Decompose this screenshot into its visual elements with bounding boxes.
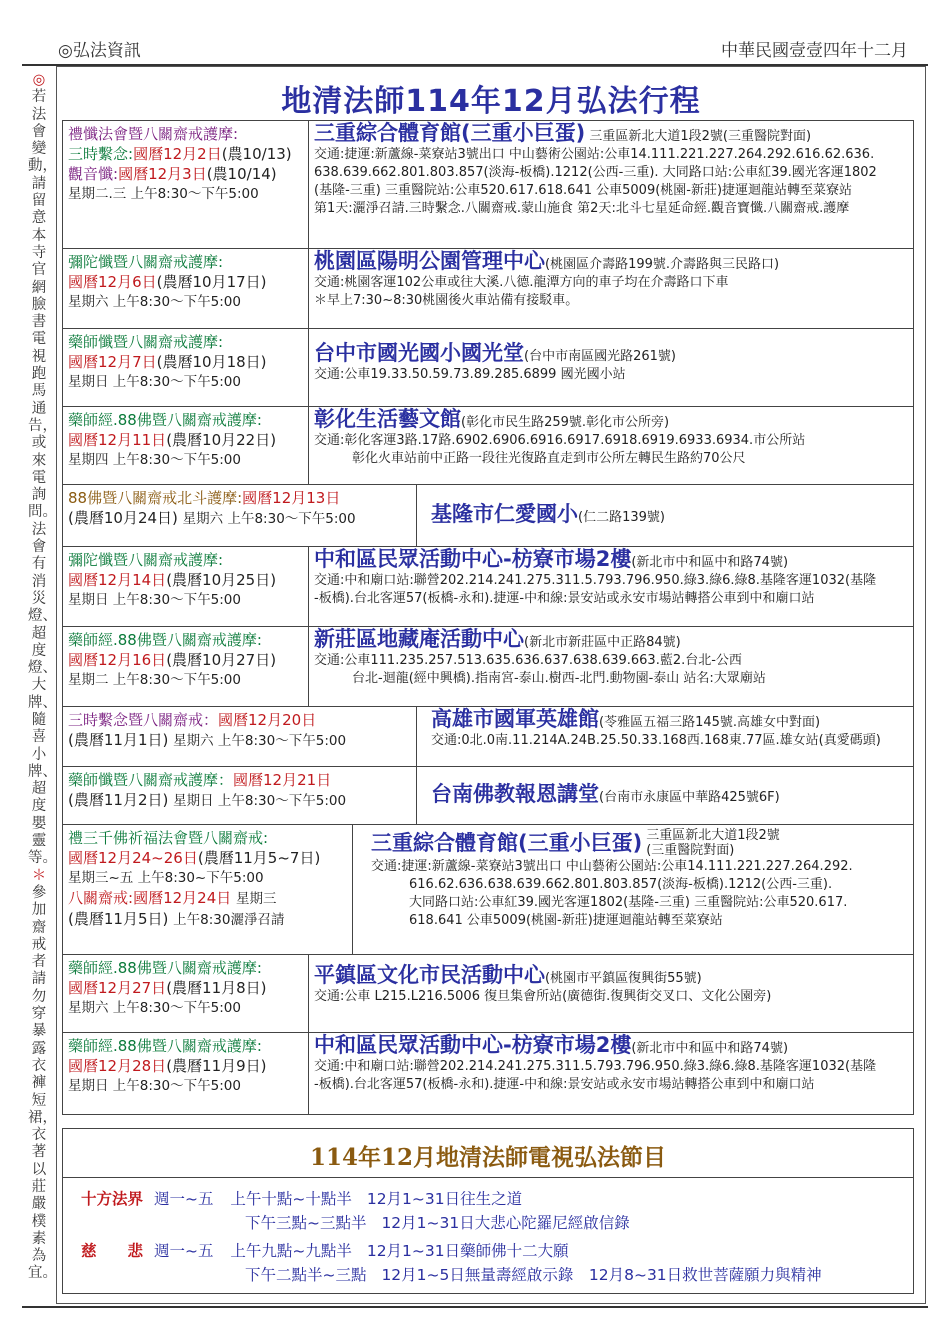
event-time: 星期二 上午8:30～下午5:00 <box>68 672 241 688</box>
sidebar-char: 穿 <box>31 1006 47 1023</box>
venue-name: 台中市國光國小國光堂 <box>314 341 524 365</box>
sidebar-char: 。 <box>42 1265 57 1282</box>
schedule-table-e <box>62 824 914 955</box>
detail-line: 616.62.636.638.639.662.801.803.857(淡海-板橋).1212(公西-三重). <box>409 877 833 892</box>
tv-time: 上午十點~十點半 <box>230 1190 352 1208</box>
sidebar-char: 本 <box>31 227 47 244</box>
tv-time: 上午九點~九點半 <box>230 1242 352 1260</box>
sidebar-char: 消 <box>31 573 47 590</box>
venue-address: 三重區新北大道1段2號(三重醫院對面) <box>589 129 812 144</box>
tv-program: 12月1~31日藥師佛十二大願 <box>366 1242 569 1260</box>
detail-line: 618.641 公車5009(桃園-新莊)捷運迴龍站轉至菜寮站 <box>409 913 723 928</box>
venue-address: (新北市新莊區中正路84號) <box>524 635 681 650</box>
sidebar-char: 為 <box>31 1248 47 1265</box>
event-date: 國曆12月28日 <box>68 1057 167 1075</box>
tv-title: 114年12月地清法師電視弘法節目 <box>309 1144 667 1171</box>
venue-name: 中和區民眾活動中心-枋寮市場2樓 <box>314 1033 632 1057</box>
header-left: ◎弘法資訊 <box>58 41 141 61</box>
sidebar-char: 超 <box>31 625 47 642</box>
venue-address: (台中市南區國光路261號) <box>524 349 676 364</box>
event-time: 星期日 上午8:30～下午5:00 <box>68 592 241 608</box>
sidebar-char: 牌 <box>28 763 43 780</box>
event-row <box>63 547 914 627</box>
sidebar-char: 變 <box>31 141 47 158</box>
event-time: 星期二.三 上午8:30～下午5:00 <box>68 186 259 202</box>
event-venue-cell <box>309 249 914 329</box>
event-lunar: (農曆11月8日) <box>166 979 267 997</box>
sidebar-char: 視 <box>31 348 47 365</box>
schedule-table <box>62 120 914 485</box>
sidebar-char: ， <box>42 158 57 175</box>
sidebar-char: 若 <box>31 89 47 106</box>
sidebar-char: 度 <box>31 642 47 659</box>
event-row <box>63 825 914 955</box>
event-date: 國曆12月16日 <box>68 651 167 669</box>
detail-line: 大同路口站:公車紅39.國光客運1802(基隆-三重) 三重醫院站:公車520.617. <box>409 895 848 910</box>
event-lunar: (農曆11月1日) <box>68 731 169 749</box>
sidebar-char: 樸 <box>31 1213 47 1230</box>
tv-days: 週一~五 <box>153 1242 214 1260</box>
sidebar-char: 宜 <box>28 1265 43 1282</box>
footer-divider <box>22 1306 928 1308</box>
event-name: 藥師經.88佛暨八關齋戒護摩: <box>68 631 262 649</box>
event-info <box>63 955 309 1033</box>
event-row <box>63 1033 914 1115</box>
sidebar-char: 隨 <box>31 711 47 728</box>
tv-divider <box>63 1177 913 1178</box>
event-row <box>63 707 914 767</box>
event-time: 星期日 上午8:30～下午5:00 <box>68 1078 241 1094</box>
sidebar-char: 衣 <box>31 1057 47 1074</box>
detail-line: 交通:公車111.235.257.513.635.636.637.638.639.663.藍2.台北-公西 <box>314 653 742 668</box>
sidebar-char: 、 <box>42 608 57 625</box>
venue-name: 桃園區陽明公園管理中心 <box>314 249 545 273</box>
sidebar-char: 燈 <box>28 660 43 677</box>
venue-name: 平鎮區文化市民活動中心 <box>314 963 545 987</box>
venue-address: (桃園市平鎮區復興街55號) <box>545 971 702 986</box>
event-lunar: (農曆11月2日) <box>68 791 169 809</box>
sidebar-char: 莊 <box>31 1179 47 1195</box>
tv-time: 下午三點~三點半 <box>245 1214 367 1232</box>
event-name: 禮懺法會暨八關齋戒護摩: <box>68 125 239 143</box>
event-name: 藥師經.88佛暨八關齋戒護摩: <box>68 959 262 977</box>
event-time: 星期日 上午8:30～下午5:00 <box>68 374 241 390</box>
sidebar-char: 超 <box>31 781 47 798</box>
event-date: 國曆12月21日 <box>233 771 332 789</box>
event-info <box>63 485 417 547</box>
event-date-line: 觀音懺:國曆12月3日(農10/14) <box>68 165 277 183</box>
sidebar-char: 留 <box>31 193 47 210</box>
tv-program: 12月1~31日往生之道 <box>366 1190 523 1208</box>
sidebar-char: 衣 <box>31 1127 47 1144</box>
sidebar-char: 寺 <box>31 244 47 261</box>
sidebar-char: 請 <box>31 175 47 192</box>
sidebar-char: 勿 <box>31 988 47 1005</box>
event-venue-cell <box>417 485 914 547</box>
event-lunar: (農曆10月22日) <box>166 431 277 449</box>
event-row <box>63 407 914 485</box>
detail-line: 交通:公車 L215.L216.5006 復旦集會所站(廣德街.復興街交叉口、文化公園旁) <box>314 989 772 1004</box>
sidebar-char: 嬰 <box>31 815 47 832</box>
event-date: 國曆12月14日 <box>68 571 167 589</box>
sidebar-char: 燈 <box>28 608 43 625</box>
event-venue-cell <box>417 707 914 767</box>
sidebar-char: 大 <box>31 677 47 694</box>
detail-line: 台北-迴龍(經中興橋).指南宮-泰山.樹西-北門.動物園-泰山 站名:大眾廟站 <box>352 671 766 686</box>
schedule-table-d <box>62 706 914 825</box>
event-time: 星期四 上午8:30～下午5:00 <box>68 452 241 468</box>
venue-name: 新莊區地藏庵活動中心 <box>314 627 524 651</box>
event-lunar: (農曆11月5~7日) <box>197 849 321 867</box>
detail-line: 交通:0北.0南.11.214A.24B.25.50.33.168西.168東.77區.雄女站(真愛碼頭) <box>431 733 881 748</box>
event-info <box>63 547 309 627</box>
event-lunar: (農曆11月9日) <box>166 1057 267 1075</box>
tv-days: 週一~五 <box>153 1190 214 1208</box>
sidebar-char: 網 <box>31 279 47 296</box>
event-name: 彌陀懺暨八關齋戒護摩: <box>68 551 224 569</box>
sidebar-char: ， <box>42 417 57 434</box>
sidebar-char: 露 <box>31 1040 47 1057</box>
event-name: 彌陀懺暨八關齋戒護摩: <box>68 253 224 271</box>
tv-row <box>245 1211 630 1233</box>
venue-name: 高雄市國軍英雄館 <box>431 707 599 731</box>
event-subweekday: 星期三 <box>236 891 277 907</box>
sidebar-char: 法 <box>31 106 47 123</box>
sidebar-char: 以 <box>31 1161 47 1178</box>
event-venue-cell <box>353 825 914 955</box>
event-sublunar: (農曆11月5日) <box>68 910 169 928</box>
detail-line: (基隆-三重) 三重醫院站:公車520.617.618.641 公車5009(桃園-新莊)捷運迴龍站轉至菜寮站 <box>314 183 853 198</box>
sidebar-char: 意 <box>31 210 47 227</box>
tv-channel: 慈 悲 <box>81 1242 144 1260</box>
sidebar-char: 、 <box>42 763 57 780</box>
event-time: 星期日 上午8:30～下午5:00 <box>173 793 347 809</box>
sidebar-char: 者 <box>31 954 47 971</box>
event-name: 藥師懺暨八關齋戒護摩： <box>68 771 234 789</box>
sidebar-char: 靈 <box>31 833 47 850</box>
event-time: 星期六 上午8:30～下午5:00 <box>68 294 241 310</box>
header-right: 中華民國壹壹四年十二月 <box>721 41 908 61</box>
event-info <box>63 627 309 707</box>
event-time: 星期六 上午8:30～下午5:00 <box>182 511 356 527</box>
sidebar-char: 跑 <box>31 366 47 383</box>
schedule-table-c <box>62 546 914 707</box>
event-subtime: 上午8:30灑淨召請 <box>173 912 285 928</box>
sidebar-char: 暴 <box>31 1023 47 1040</box>
venue-address: (新北市中和區中和路74號) <box>631 555 789 570</box>
sidebar-char: 電 <box>31 331 47 348</box>
event-date: 國曆12月6日 <box>68 273 157 291</box>
venue-address: 三重區新北大道1段2號 (三重醫院對面) <box>646 828 780 858</box>
event-venue-cell <box>309 627 914 707</box>
venue-name: 三重綜合體育館(三重小巨蛋) <box>314 121 586 145</box>
venue-address: (仁二路139號) <box>578 509 665 525</box>
event-subname: 八關齋戒: <box>68 889 134 907</box>
sidebar-char: 臉 <box>31 296 47 313</box>
event-row <box>63 249 914 329</box>
event-row <box>63 329 914 407</box>
event-name: 藥師經.88佛暨八關齋戒護摩: <box>68 411 262 429</box>
event-info <box>63 825 353 955</box>
tv-row <box>81 1187 522 1209</box>
event-row <box>63 955 914 1033</box>
sidebar-char: 、 <box>42 660 57 677</box>
venue-name: 彰化生活藝文館 <box>314 407 461 431</box>
sidebar-char: 災 <box>31 590 47 607</box>
sidebar-char: 官 <box>31 262 47 279</box>
venue-name: 三重綜合體育館(三重小巨蛋) <box>371 831 643 855</box>
event-venue-cell <box>309 329 914 407</box>
event-venue-cell <box>309 1033 914 1115</box>
sidebar-char: 告 <box>28 417 43 434</box>
event-lunar: (農曆10月18日) <box>156 353 267 371</box>
sidebar-char: 等 <box>28 850 43 867</box>
venue-address: (桃園區介壽路199號.介壽路與三民路口) <box>545 257 780 272</box>
event-date: 國曆12月27日 <box>68 979 167 997</box>
event-info <box>63 121 309 249</box>
event-info <box>63 767 417 825</box>
venue-name: 台南佛教報恩講堂 <box>431 781 599 806</box>
sidebar-char: 裙 <box>28 1109 43 1126</box>
sidebar-char: 。 <box>42 850 57 867</box>
sidebar-char: 通 <box>31 400 47 417</box>
venue-name: 基隆市仁愛國小 <box>431 501 578 526</box>
venue-address: (彰化市民生路259號.彰化市公所旁) <box>461 415 670 430</box>
event-venue-cell <box>309 121 914 249</box>
tv-program: 12月1~5日無量壽經啟示錄 12月8~31日救世菩薩願力與精神 <box>381 1266 822 1284</box>
event-subdate: 國曆12月24日 <box>133 889 232 907</box>
sidebar-char: ◎ <box>32 72 46 88</box>
event-row <box>63 485 914 547</box>
event-venue-cell <box>417 767 914 825</box>
sidebar-char: 會 <box>31 539 47 556</box>
tv-row <box>245 1263 822 1285</box>
tv-row <box>81 1239 569 1261</box>
detail-line: 交通:桃園客運102公車或往大溪.八德.龍潭方向的車子均在介壽路口下車 <box>314 275 729 290</box>
sidebar-char: ＊ <box>31 867 47 884</box>
sidebar-char: 書 <box>31 314 47 331</box>
tv-channel: 十方法界 <box>81 1190 144 1208</box>
sidebar-char: 法 <box>31 521 47 538</box>
event-info <box>63 707 417 767</box>
event-date: 國曆12月7日 <box>68 353 157 371</box>
event-name: 藥師懺暨八關齋戒護摩: <box>68 333 224 351</box>
sidebar-char: 電 <box>31 469 47 486</box>
event-lunar: (農曆10月27日) <box>166 651 277 669</box>
sidebar-char: 牌 <box>28 694 43 711</box>
event-lunar: (農曆10月25日) <box>166 571 277 589</box>
detail-line: -板橋).台北客運57(板橋-永和).捷運-中和線:景安站或永安市場站轉搭公車到中和廟口站 <box>314 591 815 606</box>
sidebar-char: 度 <box>31 798 47 815</box>
schedule-table-f <box>62 954 914 1115</box>
event-info <box>63 329 309 407</box>
event-name: 藥師經.88佛暨八關齋戒護摩: <box>68 1037 262 1055</box>
event-info <box>63 1033 309 1115</box>
sidebar-char: 參 <box>31 884 47 901</box>
sidebar-char: 嚴 <box>31 1196 47 1213</box>
sidebar-char: 齋 <box>31 919 47 936</box>
detail-line: 第1天:灑淨召請.三時繫念.八關齋戒.蒙山施食 第2天:北斗七星延命經.觀音寶懺.八關齋戒.護摩 <box>314 201 850 216</box>
venue-address: (苓雅區五福三路145號.高雄女中對面) <box>599 715 821 730</box>
detail-line: 638.639.662.801.803.857(淡海-板橋).1212(公西-三重). 大同路口站:公車紅39.國光客運1802 <box>314 165 877 180</box>
detail-line: 交通:中和廟口站:聯營202.214.241.275.311.5.793.796.950.綠3.綠6.綠8.基隆客運1032(基隆 <box>314 573 877 588</box>
tv-program: 12月1~31日大悲心陀羅尼經啟信錄 <box>381 1214 630 1232</box>
event-date: 國曆12月24~26日 <box>68 849 198 867</box>
sidebar-note <box>28 72 57 1283</box>
detail-line: 交通:中和廟口站:聯營202.214.241.275.311.5.793.796.950.綠3.綠6.綠8.基隆客運1032(基隆 <box>314 1059 877 1074</box>
event-row <box>63 121 914 249</box>
event-venue-cell <box>309 547 914 627</box>
sidebar-char: ， <box>42 1109 57 1126</box>
sidebar-char: 褲 <box>31 1075 47 1092</box>
sidebar-char: 馬 <box>31 383 47 400</box>
event-name: 88佛暨八關齋戒北斗護摩: <box>68 489 243 507</box>
venue-name: 中和區民眾活動中心-枋寮市場2樓 <box>314 547 632 571</box>
sidebar-char: 素 <box>31 1230 47 1247</box>
event-lunar: (農曆10月24日) <box>68 509 178 527</box>
detail-line: -板橋).台北客運57(板橋-永和).捷運-中和線:景安站或永安市場站轉搭公車到中和廟口站 <box>314 1077 815 1092</box>
sidebar-char: 詢 <box>31 487 47 504</box>
detail-line: 交通:彰化客運3路.17路.6902.6906.6916.6917.6918.6919.6933.6934.市公所站 <box>314 433 806 448</box>
venue-address: (台南市永康區中華路425號6F) <box>599 789 780 805</box>
event-time: 星期六 上午8:30～下午5:00 <box>173 733 347 749</box>
sidebar-char: 小 <box>31 746 47 763</box>
event-info <box>63 249 309 329</box>
detail-line: 交通:公車19.33.50.59.73.89.285.6899 國光國小站 <box>314 367 626 382</box>
tv-time: 下午二點半~三點 <box>245 1266 367 1284</box>
event-date: 國曆12月20日 <box>218 711 317 729</box>
sidebar-char: 問 <box>28 504 43 521</box>
page-title: 地清法師114年12月弘法行程 <box>281 84 701 119</box>
tv-program-box <box>62 1128 914 1294</box>
sidebar-char: 加 <box>31 902 47 919</box>
event-row <box>63 767 914 825</box>
event-venue-cell <box>309 955 914 1033</box>
detail-line: 彰化火車站前中正路一段往光復路直走到市公所左轉民生路約70公尺 <box>352 451 746 466</box>
event-venue-cell <box>309 407 914 485</box>
sidebar-char: 。 <box>42 504 57 521</box>
sidebar-char: 請 <box>31 971 47 988</box>
event-row <box>63 627 914 707</box>
schedule-table-b <box>62 484 914 547</box>
sidebar-char: 有 <box>31 556 47 573</box>
sidebar-char: 戒 <box>31 936 47 953</box>
sidebar-char: 喜 <box>31 729 47 746</box>
detail-line: ＊早上7:30~8:30桃園後火車站備有接駁車。 <box>314 293 579 308</box>
venue-address: (新北市中和區中和路74號) <box>631 1041 789 1056</box>
event-time: 星期三~五 上午8:30~下午5:00 <box>68 870 264 886</box>
sidebar-char: 動 <box>28 158 43 175</box>
event-date: 國曆12月13日 <box>242 489 341 507</box>
event-name: 禮三千佛祈福法會暨八關齋戒: <box>68 829 269 847</box>
event-date-line: 三時繫念:國曆12月2日(農10/13) <box>68 145 292 163</box>
sidebar-char: 會 <box>31 123 47 140</box>
event-time: 星期六 上午8:30～下午5:00 <box>68 1000 241 1016</box>
event-info <box>63 407 309 485</box>
sidebar-char: 或 <box>31 435 47 452</box>
detail-line: 交通:捷運:新蘆線-菜寮站3號出口 中山藝術公園站:公車14.111.221.227.264.292. <box>371 859 853 874</box>
detail-line: 交通:捷運:新蘆線-菜寮站3號出口 中山藝術公園站:公車14.111.221.227.264.292.616.62.636. <box>314 147 875 162</box>
sidebar-char: 短 <box>31 1092 47 1109</box>
sidebar-char: 來 <box>31 452 47 469</box>
sidebar-char: 、 <box>42 694 57 711</box>
event-name: 三時繫念暨八關齋戒： <box>68 711 219 729</box>
event-date: 國曆12月11日 <box>68 431 167 449</box>
event-lunar: (農曆10月17日) <box>156 273 267 291</box>
sidebar-char: 著 <box>31 1144 47 1161</box>
